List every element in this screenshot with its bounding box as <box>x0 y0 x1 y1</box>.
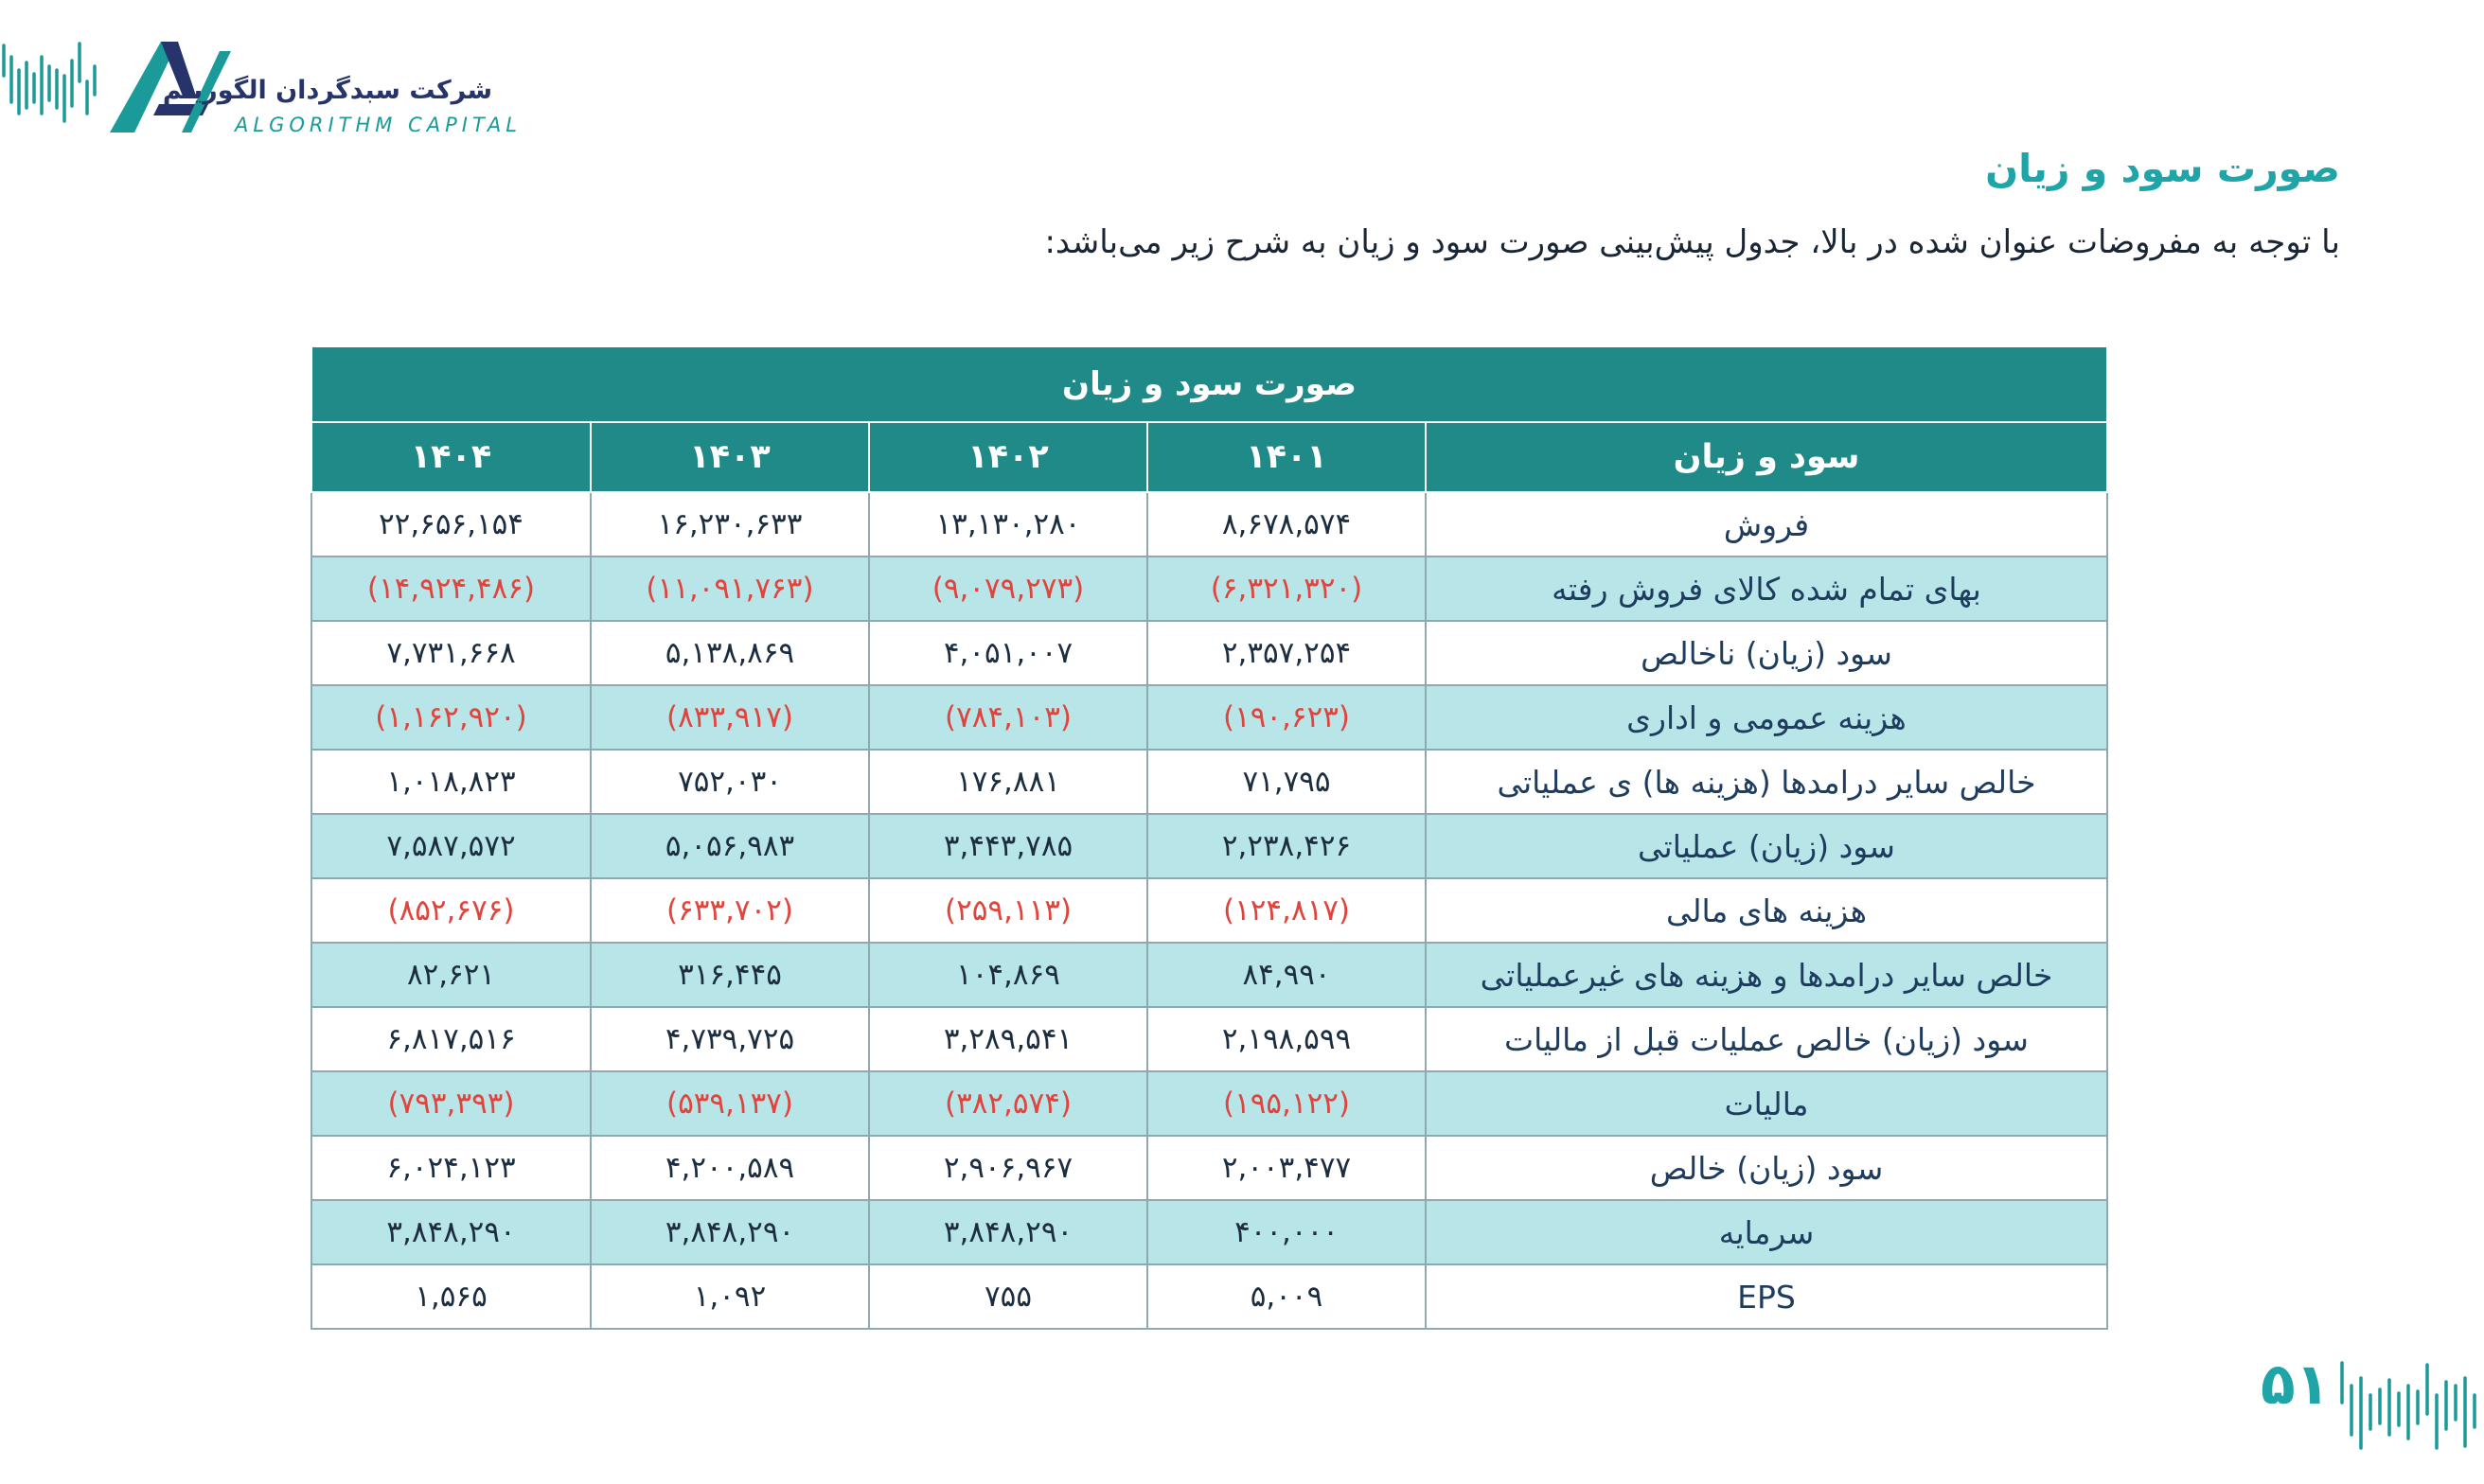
row-label: مالیات <box>1426 1071 2107 1136</box>
row-value-year-3: (۵۳۹,۱۳۷) <box>591 1071 869 1136</box>
row-value-year-4: ۶,۰۲۴,۱۲۳ <box>311 1136 591 1200</box>
footer-signal-bars-icon <box>2338 1357 2480 1452</box>
row-value-year-4: ۷,۷۳۱,۶۶۸ <box>311 621 591 685</box>
table-row <box>311 1136 2107 1200</box>
row-label: سود (زیان) خالص عملیات قبل از مالیات <box>1426 1007 2107 1071</box>
row-value-year-2: ۷۵۵ <box>869 1264 1147 1329</box>
company-logo <box>0 38 522 142</box>
row-value-year-3: (۱۱,۰۹۱,۷۶۳) <box>591 556 869 621</box>
row-value-year-2: (۳۸۲,۵۷۴) <box>869 1071 1147 1136</box>
header-year-2: ۱۴۰۲ <box>869 422 1147 492</box>
logo-company-name-fa: شرکت سبدگردان الگوریتم <box>162 76 492 105</box>
row-value-year-4: (۷۹۳,۳۹۳) <box>311 1071 591 1136</box>
table-header-row <box>311 422 2107 492</box>
row-value-year-2: ۳,۴۴۳,۷۸۵ <box>869 814 1147 878</box>
header-year-4: ۱۴۰۴ <box>311 422 591 492</box>
income-statement-table <box>310 345 2108 1330</box>
table-row <box>311 1071 2107 1136</box>
row-label: سرمایه <box>1426 1200 2107 1264</box>
row-value-year-2: (۹,۰۷۹,۲۷۳) <box>869 556 1147 621</box>
row-value-year-2: ۳,۸۴۸,۲۹۰ <box>869 1200 1147 1264</box>
row-value-year-1: ۴۰۰,۰۰۰ <box>1147 1200 1426 1264</box>
row-label: سود (زیان) عملیاتی <box>1426 814 2107 878</box>
row-value-year-3: ۳۱۶,۴۴۵ <box>591 943 869 1007</box>
row-value-year-1: ۸,۶۷۸,۵۷۴ <box>1147 492 1426 556</box>
row-label: خالص سایر درامدها (هزینه ها) ی عملیاتی <box>1426 750 2107 814</box>
row-value-year-4: ۷,۵۸۷,۵۷۲ <box>311 814 591 878</box>
table-row <box>311 1007 2107 1071</box>
row-value-year-1: ۲,۳۵۷,۲۵۴ <box>1147 621 1426 685</box>
row-value-year-1: (۱۹۰,۶۲۳) <box>1147 685 1426 750</box>
row-value-year-3: (۸۳۳,۹۱۷) <box>591 685 869 750</box>
row-label: خالص سایر درامدها و هزینه های غیرعملیاتی <box>1426 943 2107 1007</box>
row-value-year-2: ۴,۰۵۱,۰۰۷ <box>869 621 1147 685</box>
row-label: سود (زیان) خالص <box>1426 1136 2107 1200</box>
row-value-year-3: ۵,۱۳۸,۸۶۹ <box>591 621 869 685</box>
row-value-year-3: ۱,۰۹۲ <box>591 1264 869 1329</box>
row-value-year-2: ۱۰۴,۸۶۹ <box>869 943 1147 1007</box>
row-label: هزینه عمومی و اداری <box>1426 685 2107 750</box>
row-value-year-1: (۶,۳۲۱,۳۲۰) <box>1147 556 1426 621</box>
row-value-year-1: (۱۹۵,۱۲۲) <box>1147 1071 1426 1136</box>
row-value-year-4: ۱,۵۶۵ <box>311 1264 591 1329</box>
table-row <box>311 492 2107 556</box>
row-value-year-4: (۱,۱۶۲,۹۲۰) <box>311 685 591 750</box>
row-value-year-4: (۸۵۲,۶۷۶) <box>311 878 591 943</box>
row-value-year-3: ۴,۷۳۹,۷۲۵ <box>591 1007 869 1071</box>
row-value-year-2: (۲۵۹,۱۱۳) <box>869 878 1147 943</box>
row-value-year-1: ۸۴,۹۹۰ <box>1147 943 1426 1007</box>
header-year-3: ۱۴۰۳ <box>591 422 869 492</box>
row-value-year-2: ۱۷۶,۸۸۱ <box>869 750 1147 814</box>
row-label: بهای تمام شده کالای فروش رفته <box>1426 556 2107 621</box>
row-value-year-3: (۶۳۳,۷۰۲) <box>591 878 869 943</box>
row-value-year-4: ۱,۰۱۸,۸۲۳ <box>311 750 591 814</box>
row-value-year-4: ۲۲,۶۵۶,۱۵۴ <box>311 492 591 556</box>
logo-signal-bars-icon <box>0 38 104 132</box>
header-year-1: ۱۴۰۱ <box>1147 422 1426 492</box>
table-row <box>311 1264 2107 1329</box>
table-body <box>311 492 2107 1329</box>
header-label-column: سود و زیان <box>1426 422 2107 492</box>
table-row <box>311 943 2107 1007</box>
table-row <box>311 1200 2107 1264</box>
row-value-year-1: ۲,۰۰۳,۴۷۷ <box>1147 1136 1426 1200</box>
row-value-year-3: ۱۶,۲۳۰,۶۳۳ <box>591 492 869 556</box>
row-value-year-2: (۷۸۴,۱۰۳) <box>869 685 1147 750</box>
row-label: فروش <box>1426 492 2107 556</box>
table-row <box>311 814 2107 878</box>
row-value-year-2: ۲,۹۰۶,۹۶۷ <box>869 1136 1147 1200</box>
table-row <box>311 556 2107 621</box>
row-value-year-1: ۲,۲۳۸,۴۲۶ <box>1147 814 1426 878</box>
row-value-year-3: ۷۵۲,۰۳۰ <box>591 750 869 814</box>
row-value-year-1: ۲,۱۹۸,۵۹۹ <box>1147 1007 1426 1071</box>
page-number: ۵۱ <box>2261 1352 2331 1418</box>
row-value-year-1: ۷۱,۷۹۵ <box>1147 750 1426 814</box>
page-title: صورت سود و زیان <box>1985 146 2340 191</box>
table-row <box>311 878 2107 943</box>
table-row <box>311 621 2107 685</box>
row-value-year-1: ۵,۰۰۹ <box>1147 1264 1426 1329</box>
intro-paragraph: با توجه به مفروضات عنوان شده در بالا، جدول پیش‌بینی صورت سود و زیان به شرح زیر می‌باشد: <box>1044 223 2340 261</box>
row-value-year-4: ۳,۸۴۸,۲۹۰ <box>311 1200 591 1264</box>
row-value-year-4: (۱۴,۹۲۴,۴۸۶) <box>311 556 591 621</box>
row-value-year-3: ۵,۰۵۶,۹۸۳ <box>591 814 869 878</box>
row-value-year-2: ۳,۲۸۹,۵۴۱ <box>869 1007 1147 1071</box>
row-label: EPS <box>1426 1264 2107 1329</box>
table-row <box>311 750 2107 814</box>
logo-company-name-en: ALGORITHM CAPITAL <box>235 114 522 136</box>
table-caption: صورت سود و زیان <box>311 346 2107 422</box>
row-value-year-4: ۸۲,۶۲۱ <box>311 943 591 1007</box>
row-value-year-2: ۱۳,۱۳۰,۲۸۰ <box>869 492 1147 556</box>
row-value-year-3: ۳,۸۴۸,۲۹۰ <box>591 1200 869 1264</box>
row-value-year-3: ۴,۲۰۰,۵۸۹ <box>591 1136 869 1200</box>
row-value-year-4: ۶,۸۱۷,۵۱۶ <box>311 1007 591 1071</box>
table-row <box>311 685 2107 750</box>
row-value-year-1: (۱۲۴,۸۱۷) <box>1147 878 1426 943</box>
row-label: سود (زیان) ناخالص <box>1426 621 2107 685</box>
row-label: هزینه های مالی <box>1426 878 2107 943</box>
